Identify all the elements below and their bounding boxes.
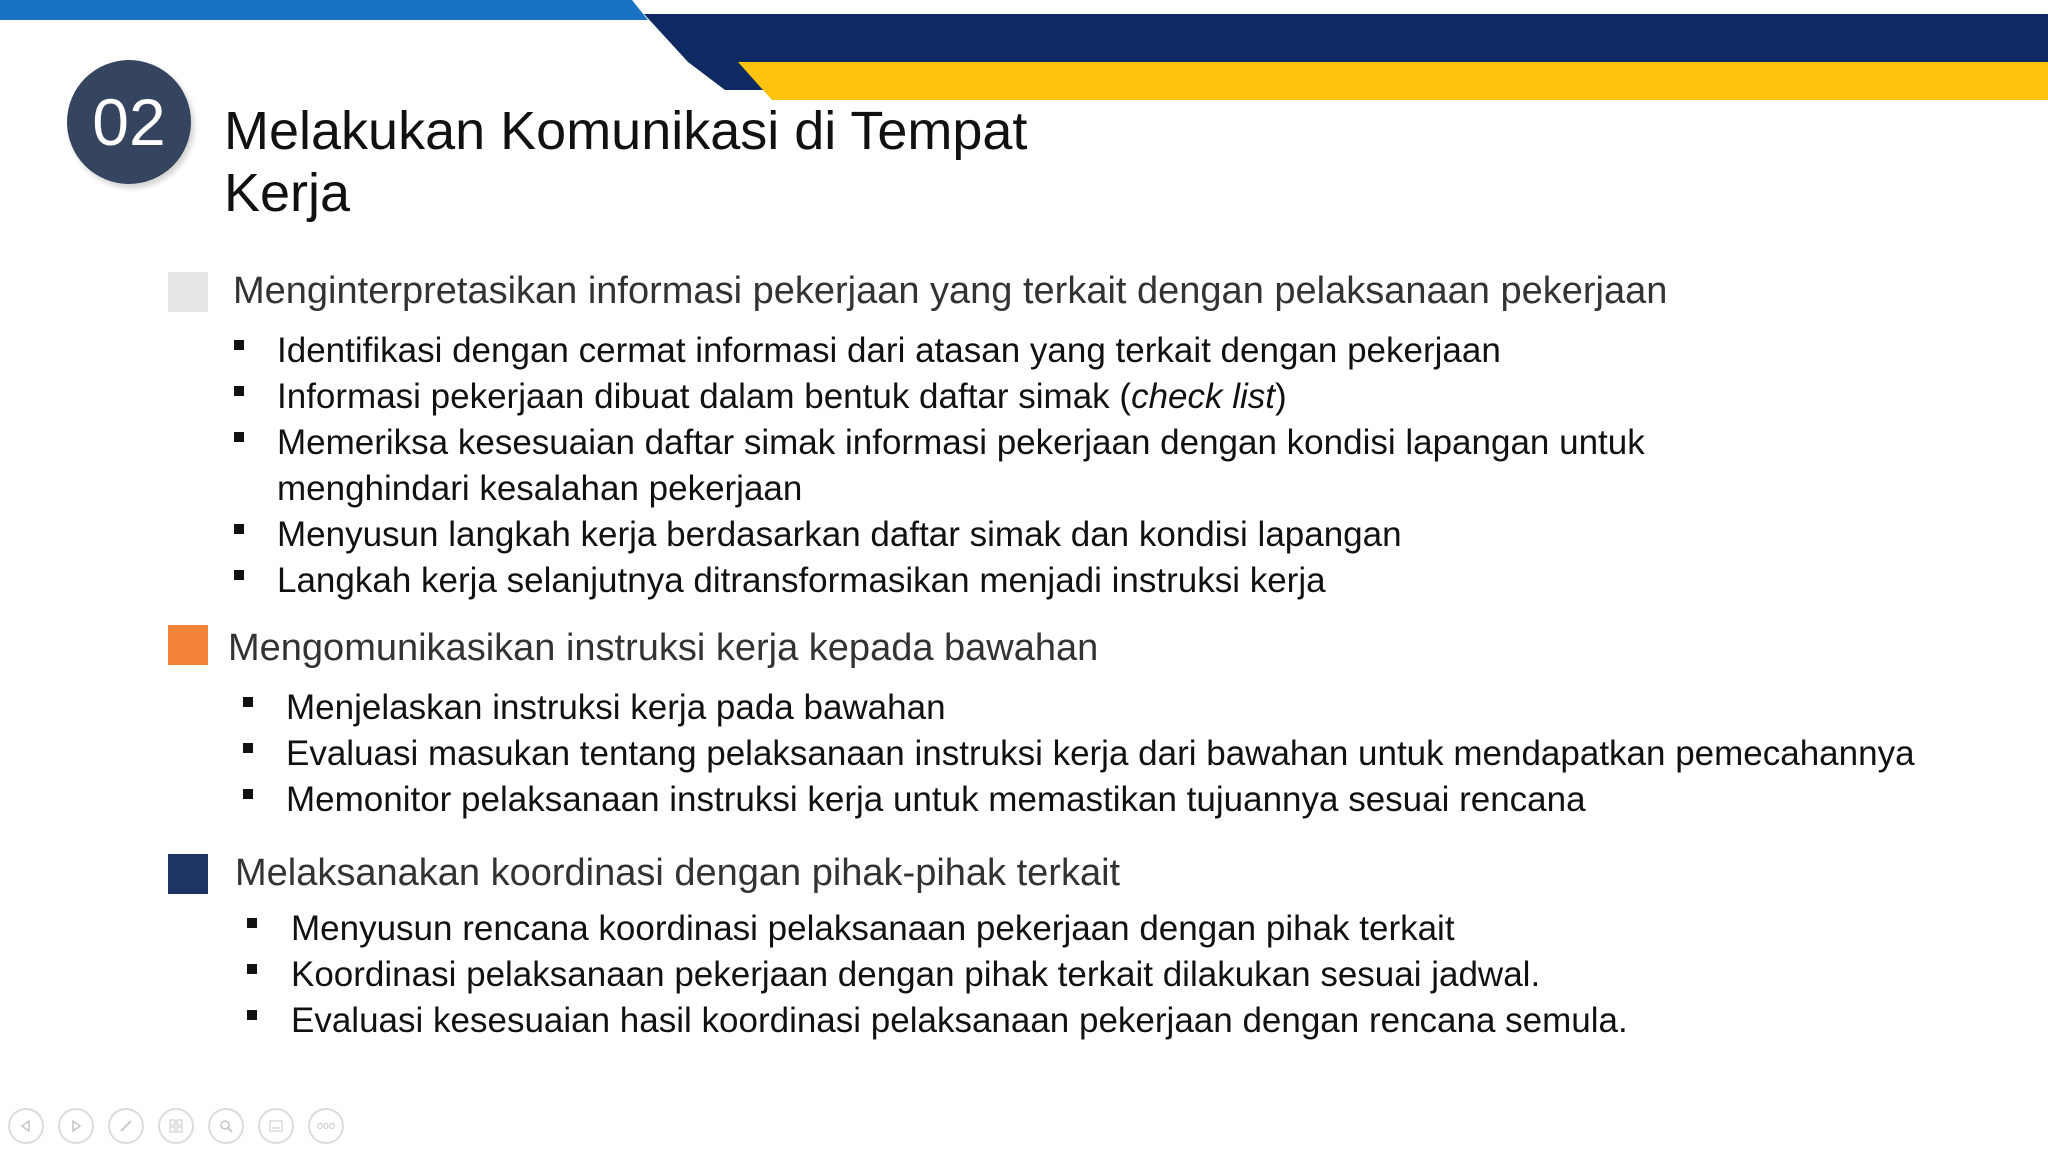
next-icon[interactable] [58,1108,94,1144]
bullet-icon [243,697,253,707]
list-item: Menyusun langkah kerja berdasarkan daftar simak dan kondisi lapangan [277,515,1402,554]
bullet-icon [243,789,253,799]
section-marker-orange [168,625,208,665]
header-banner [0,0,2048,110]
list-item: Menyusun rencana koordinasi pelaksanaan pekerjaan dengan pihak terkait [291,909,1455,948]
list-item-close: ) [1275,377,1287,416]
more-label: ooo [316,1120,336,1132]
slide-title-line1: Melakukan Komunikasi di Tempat [224,101,1028,161]
zoom-icon[interactable] [208,1108,244,1144]
section-heading: Melaksanakan koordinasi dengan pihak-pihak terkait [235,852,1121,894]
bullet-icon [234,340,244,350]
list-item: Langkah kerja selanjutnya ditransformasikan menjadi instruksi kerja [277,561,1326,600]
slide-number: 02 [92,85,166,159]
pen-icon[interactable] [108,1108,144,1144]
bullet-icon [234,524,244,534]
more-icon[interactable] [308,1108,344,1144]
list-item [277,374,1287,420]
slide-title [224,100,1027,224]
section-heading: Menginterpretasikan informasi pekerjaan yang terkait dengan pelaksanaan pekerjaan [233,270,1668,312]
list-item: Identifikasi dengan cermat informasi dari atasan yang terkait dengan pekerjaan [277,331,1501,370]
banner-navy-band [644,14,2048,62]
section-marker-navy [168,854,208,894]
list-item-italic: check list [1131,377,1275,416]
bullet-icon [243,743,253,753]
subtitle-icon[interactable] [258,1108,294,1144]
slides-icon[interactable] [158,1108,194,1144]
bullet-icon [234,570,244,580]
list-item-line1: Memeriksa kesesuaian daftar simak informasi pekerjaan dengan kondisi lapangan untuk [277,423,1645,462]
bullet-icon [247,918,257,928]
section-heading: Mengomunikasikan instruksi kerja kepada bawahan [228,627,1099,669]
bullet-icon [247,964,257,974]
section-marker-gray [168,272,208,312]
list-item: Menjelaskan instruksi kerja pada bawahan [286,688,946,727]
list-item-line2: menghindari kesalahan pekerjaan [277,469,803,508]
slide-title-line2: Kerja [224,163,351,223]
bullet-icon [234,432,244,442]
list-item: Koordinasi pelaksanaan pekerjaan dengan pihak terkait dilakukan sesuai jadwal. [291,955,1541,994]
list-item: Evaluasi kesesuaian hasil koordinasi pelaksanaan pekerjaan dengan rencana semula. [291,1001,1628,1040]
previous-icon[interactable] [8,1108,44,1144]
list-item-text: Informasi pekerjaan dibuat dalam bentuk daftar simak ( [277,377,1132,416]
banner-gold-band [738,62,2048,100]
banner-blue-bar [0,0,648,20]
bullet-icon [234,386,244,396]
list-item [277,420,1645,512]
bullet-icon [247,1010,257,1020]
list-item: Evaluasi masukan tentang pelaksanaan instruksi kerja dari bawahan untuk mendapatkan pemecahannya [286,734,1915,773]
slide-number-badge [67,60,191,184]
list-item: Memonitor pelaksanaan instruksi kerja untuk memastikan tujuannya sesuai rencana [286,780,1586,819]
